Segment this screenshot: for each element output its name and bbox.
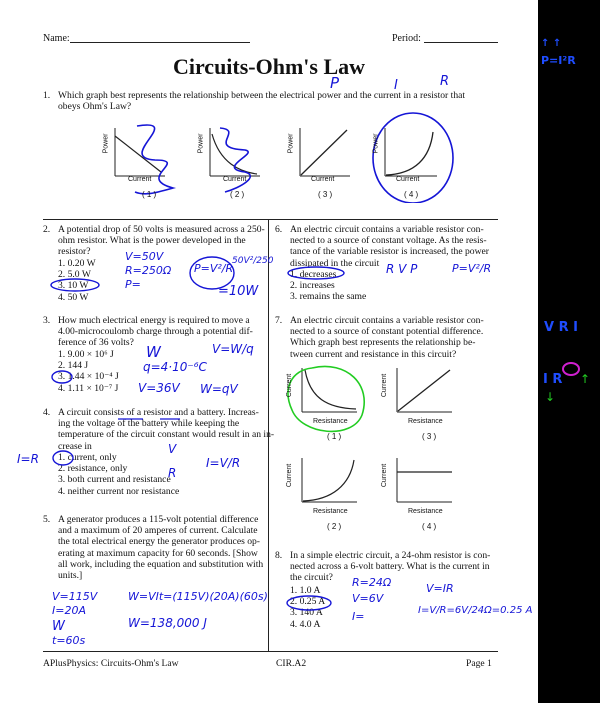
q3-option-2[interactable]: 2. 144 J (58, 360, 89, 372)
q3-option-4[interactable]: 4. 1.11 × 10⁻⁷ J (58, 382, 119, 394)
hw-q5-t: t=60s (52, 634, 86, 647)
hw-q1-i: I (394, 78, 398, 93)
q4-option-2[interactable]: 2. resistance, only (58, 463, 128, 475)
q2-line: ohm resistor. What is the power developed in the (58, 235, 246, 247)
q1-number: 1. (43, 90, 51, 101)
q1-g2-caption: ( 2 ) (230, 190, 245, 199)
q8-line: In a simple electric circuit, a 24-ohm resistor is con- (290, 550, 491, 561)
hw-q2-v: V=50V (125, 250, 164, 263)
q6-line: An electric circuit contains a variable resistor con- (290, 224, 484, 235)
hw-q8-v: V=6V (352, 592, 384, 605)
q2-line: resistor? (58, 246, 91, 258)
hw-q2-ans: =10W (218, 284, 259, 299)
hw-q6-rvp: R V P (386, 262, 418, 276)
q7-g2-ylabel: Current (286, 463, 294, 488)
q7-g3-ylabel: Current (381, 373, 389, 398)
hw-q8-r: R=24Ω (352, 576, 392, 589)
q4-line: temperature of the circuit constant would result in an in- (58, 429, 275, 441)
q1-text-line2: obeys Ohm's Law? (58, 101, 132, 112)
q7-g3-caption: ( 3 ) (422, 432, 437, 441)
q4-number: 4. (43, 407, 51, 418)
hw-q4-r: R (168, 466, 177, 480)
q7-g2-xlabel: Resistance (313, 508, 348, 515)
hw-q2-r: R=250Ω (125, 264, 172, 277)
q8-option-3[interactable]: 3. 140 A (290, 607, 323, 619)
q3-line: ference of 36 volts? (58, 337, 134, 349)
q7-g1-caption: ( 1 ) (327, 432, 342, 441)
q5-line: A generator produces a 115-volt potential difference (58, 514, 259, 525)
hw-q3-v: V=36V (138, 381, 180, 395)
q7-line: An electric circuit contains a variable resistor con- (290, 315, 484, 326)
q1-g3-caption: ( 3 ) (318, 190, 333, 199)
side-arrows: ↑ ↑ (541, 38, 562, 49)
period-label: Period: (392, 33, 421, 44)
footer-right: Page 1 (466, 658, 492, 669)
q4-line: ing the voltage of the battery while keeping the (58, 418, 240, 430)
q5-line: all work, including the equation and substitution with (58, 558, 264, 570)
q5-line: and a maximum of 20 amperes of current. Calculate (58, 525, 258, 537)
q7-g4-xlabel: Resistance (408, 508, 443, 515)
hw-q5-eq: W=VIt=(115V)(20A)(60s) (128, 590, 268, 603)
q7-g1-xlabel: Resistance (313, 418, 348, 425)
q5-line: the total electrical energy the generator produces op- (58, 536, 260, 548)
q7-number: 7. (275, 315, 283, 326)
hw-q3-w: W (146, 343, 161, 361)
hw-q4-ir: I=R (17, 452, 39, 466)
q6-option-1[interactable]: 1. decreases (290, 269, 337, 280)
hw-q8-i: I= (352, 610, 365, 623)
q6-number: 6. (275, 224, 283, 235)
hw-q2-frac: 50V²/250 (232, 256, 274, 266)
hw-q5-v: V=115V (52, 590, 98, 603)
q2-option-2[interactable]: 2. 5.0 W (58, 269, 91, 281)
hw-q3-wv: V=W/q (212, 342, 254, 356)
q6-line: dissipated in the circuit (290, 257, 380, 269)
q1-g1-ylabel: Power (102, 133, 110, 154)
q5-number: 5. (43, 514, 51, 525)
q4-line: A circuit consists of a resistor and a battery. Increas- (58, 407, 259, 418)
hw-q1-p: P (330, 74, 340, 92)
hw-q5-w: W (52, 619, 65, 634)
q2-option-3[interactable]: 3. 10 W (58, 280, 89, 292)
q1-g1-xlabel: Current (128, 176, 152, 183)
q1-g4-ylabel: Power (372, 133, 380, 154)
q4-option-1[interactable]: 1. current, only (58, 452, 117, 463)
q6-line: nected to a source of constant voltage. As the resis- (290, 235, 487, 247)
q1-g2-ylabel: Power (197, 133, 205, 154)
q7-g1-ylabel: Current (286, 373, 294, 398)
q7-line: tween current and resistance in this circuit? (290, 348, 457, 360)
q2-option-4[interactable]: 4. 50 W (58, 291, 89, 303)
hw-q4-formula: I=V/R (206, 456, 241, 470)
hw-q6-formula: P=V²/R (452, 262, 492, 275)
q8-number: 8. (275, 550, 283, 561)
hw-q5-ans: W=138,000 J (128, 616, 207, 630)
q6-option-2[interactable]: 2. increases (290, 280, 335, 292)
q1-g3-ylabel: Power (287, 133, 295, 154)
q4-option-3[interactable]: 3. both current and resistance (58, 474, 171, 486)
q7-line: nected to a source of constant potential difference. (290, 326, 484, 338)
q7-g4-ylabel: Current (381, 463, 389, 488)
hw-q8-eq: V=IR (426, 582, 454, 595)
q1-g4-xlabel: Current (396, 176, 420, 183)
side-up-arrow-icon: ↑ (580, 372, 591, 386)
q5-line: erating at maximum capacity for 60 seconds. [Show (58, 547, 258, 559)
q6-option-3[interactable]: 3. remains the same (290, 291, 367, 303)
page-title: Circuits-Ohm's Law (172, 54, 366, 79)
hw-q2-formula: P=V²/R (194, 262, 234, 275)
footer-left: APlusPhysics: Circuits-Ohm's Law (43, 658, 179, 669)
side-formula-top: P=I²R (541, 54, 576, 67)
hw-q5-i: I=20A (52, 604, 86, 617)
q3-line: How much electrical energy is required to move a (58, 315, 250, 326)
q8-line: nected across a 6-volt battery. What is the current in (290, 561, 490, 573)
q2-number: 2. (43, 224, 51, 235)
q4-option-4[interactable]: 4. neither current nor resistance (58, 485, 180, 497)
side-circle (562, 362, 580, 376)
q3-option-3[interactable]: 3. 1.44 × 10⁻⁴ J (58, 371, 119, 383)
q1-g1-caption: ( 1 ) (142, 190, 157, 199)
hw-q1-r: R (440, 74, 450, 89)
q1-g2-xlabel: Current (223, 176, 247, 183)
q2-option-1[interactable]: 1. 0.20 W (58, 258, 96, 269)
q7-g4-caption: ( 4 ) (422, 522, 437, 531)
q8-line: the circuit? (290, 572, 333, 584)
hw-q4-v: V (168, 442, 177, 456)
side-down-arrow-icon: ↓ (545, 390, 556, 404)
q6-line: tance of the variable resistor is increased, the power (290, 246, 489, 258)
q7-line: Which graph best represents the relationship be- (290, 337, 476, 349)
side-vri: V R I (544, 320, 578, 335)
hw-q3-q: q=4·10⁻⁶C (143, 360, 207, 374)
q4-line: crease in (58, 440, 92, 452)
footer-center: CIR.A2 (276, 658, 307, 669)
side-ir: I R (543, 372, 563, 387)
q7-g3-xlabel: Resistance (408, 418, 443, 425)
hw-q2-p: P= (125, 278, 141, 291)
q1-text-line1: Which graph best represents the relationship between the electrical power and the current in a resistor that (58, 90, 466, 101)
q1-g4-caption: ( 4 ) (404, 190, 419, 199)
name-label: Name: (43, 33, 70, 44)
q7-g2-caption: ( 2 ) (327, 522, 342, 531)
q3-line: 4.00-microcoulomb charge through a potential dif- (58, 326, 253, 338)
q2-line: A potential drop of 50 volts is measured across a 250- (58, 224, 265, 235)
q1-g3-xlabel: Current (311, 176, 335, 183)
hw-q8-ans: I=V/R=6V/24Ω=0.25 A (418, 605, 533, 616)
q8-option-2[interactable]: 2. 0.25 A (290, 596, 326, 608)
q5-line: units.] (58, 570, 83, 582)
q3-option-1[interactable]: 1. 9.00 × 10⁶ J (58, 349, 114, 360)
q3-number: 3. (43, 315, 51, 326)
q8-option-1[interactable]: 1. 1.0 A (290, 585, 321, 596)
q8-option-4[interactable]: 4. 4.0 A (290, 618, 321, 630)
hw-q3-wqv: W=qV (200, 382, 238, 396)
